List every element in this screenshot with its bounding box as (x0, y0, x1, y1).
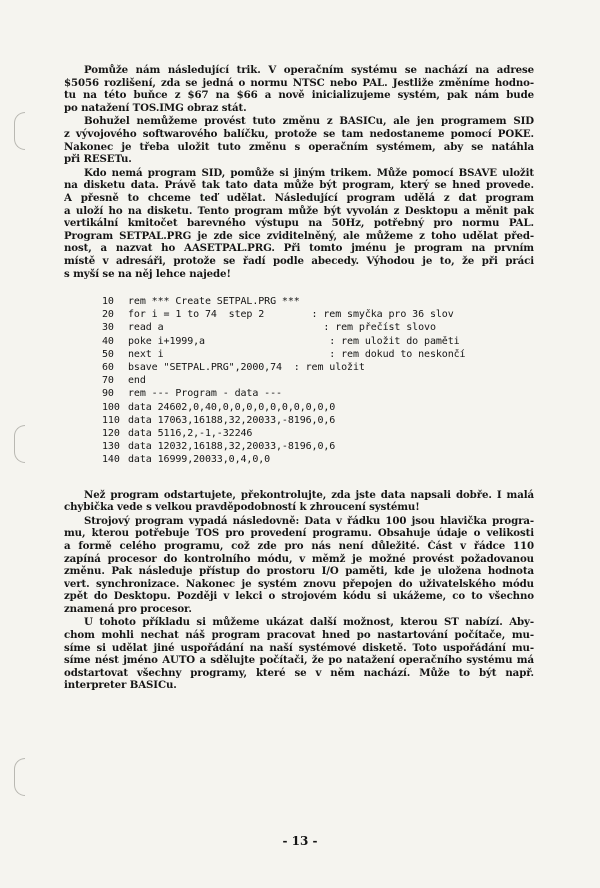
code-line-number: 10 (102, 296, 114, 308)
paragraph-line: Než program odstartujete, překontrolujte, zda jste data napsali dobře. I malá (84, 488, 534, 501)
paragraph-p2 (64, 115, 534, 165)
page-body (64, 64, 534, 693)
code-line-text: data 16999,20033,0,4,0,0 (128, 454, 271, 466)
paragraph-line: zapíná procesor do kontrolního módu, v měmž je možné provést požadovanou (64, 552, 534, 565)
paragraph-p5 (64, 515, 534, 616)
code-line (102, 453, 534, 466)
code-line (102, 427, 534, 440)
explanation-paragraphs (64, 489, 534, 693)
paragraph-line: vertikální kmitočet barevného výstupu na 50Hz, potřebný pro normu PAL. (64, 217, 534, 230)
paragraph-line: zpět do Desktopu. Později v lekci o strojovém kódu si ukážeme, co to všechno (64, 590, 534, 603)
code-line-text: data 5116,2,-1,-32246 (128, 427, 253, 439)
paragraph-line: z vývojového softwarového balíčku, protože se tam nedostaneme pomocí POKE. (64, 127, 534, 140)
paragraph-line: po natažení TOS.IMG obraz stát. (64, 101, 247, 114)
paragraph-line: síme nést jméno AUTO a sdělujte počítači, že po natažení operačního systému má (64, 654, 534, 667)
code-line-number: 130 (102, 441, 120, 453)
paragraph-line: vert. synchronizace. Nakonec je systém znovu přepojen do uživatelského módu (64, 577, 534, 590)
code-line-number: 70 (102, 375, 114, 387)
code-line (102, 308, 534, 321)
paragraph-line: Program SETPAL.PRG je zde sice zviditelněný, ale můžeme z toho udělat před- (64, 229, 534, 242)
paragraph-line: Pomůže nám následující trik. V operačním systému se nachází na adrese (84, 64, 534, 76)
paragraph-p4 (64, 489, 534, 514)
code-line (102, 361, 534, 374)
code-line (102, 414, 534, 427)
code-line (102, 348, 534, 361)
paragraph-line: s myší se na něj lehce najede! (64, 267, 231, 280)
code-line-text: read a : rem přečíst slovo (128, 322, 436, 334)
paragraph-line: při RESETu. (64, 153, 132, 166)
code-line-number: 90 (102, 388, 114, 400)
code-line (102, 374, 534, 387)
code-line-text: end (128, 375, 146, 387)
binder-hole-mark (14, 112, 25, 150)
code-line-number: 110 (102, 414, 120, 426)
paragraph-line: znamená pro procesor. (64, 602, 192, 615)
paragraph-line: Nakonec je třeba uložit tuto změnu s operačním systémem, aby se natáhla (64, 140, 534, 153)
paragraph-line: změnu. Pak následuje přístup do prostoru I/O paměti, kde je uložena hodnota (64, 565, 534, 578)
paragraph-p6 (64, 616, 534, 692)
code-line-text: rem --- Program - data --- (128, 388, 282, 400)
paragraph-line: na disketu data. Právě tak tato data může být program, který se hned provede. (64, 179, 534, 192)
paragraph-line: chom mohli nechat náš program pracovat hned po nastartování počítače, mu- (64, 629, 534, 642)
basic-code-listing (102, 295, 534, 466)
paragraph-line: interpreter BASICu. (64, 679, 177, 692)
paragraph-p1 (64, 64, 534, 114)
code-line (102, 321, 534, 334)
paragraph-line: místě v adresáři, protože se řadí podle abecedy. Výhodou je to, že při práci (64, 254, 534, 267)
code-line-text: data 24602,0,40,0,0,0,0,0,0,0,0,0,0 (128, 401, 336, 413)
page-number: - 13 - (282, 834, 318, 848)
code-line (102, 440, 534, 453)
code-line-number: 20 (102, 309, 114, 321)
paragraph-line: chybička vede s velkou pravděpodobností k zhroucení systému! (64, 501, 420, 514)
code-line (102, 401, 534, 414)
code-line-number: 120 (102, 427, 120, 439)
code-line-text: rem *** Create SETPAL.PRG *** (128, 296, 300, 308)
paragraph-line: Bohužel nemůžeme provést tuto změnu z BASICu, ale jen programem SID (84, 115, 534, 128)
code-line-text: data 12032,16188,32,20033,-8196,0,6 (128, 441, 336, 453)
paragraph-line: a uloží ho na disketu. Tento program může být vyvolán z Desktopu a měnit pak (64, 204, 534, 217)
paragraph-line: Strojový program vypadá následovně: Data v řádku 100 jsou hlavička progra- (84, 514, 534, 527)
paragraph-line: síme si udělat jiné uspořádání na naší systémové disketě. Toto uspořádání mu- (64, 641, 534, 654)
paragraph-line: a formě celého programu, což zde pro nás není důležité. Část v řádce 110 (64, 539, 534, 552)
code-line-text: poke i+1999,a : rem uložit do paměti (128, 335, 460, 347)
code-line-number: 60 (102, 362, 114, 374)
code-line-text: next i : rem dokud to neskončí (128, 348, 466, 360)
code-line-number: 100 (102, 401, 120, 413)
code-line-text: data 17063,16188,32,20033,-8196,0,6 (128, 414, 336, 426)
paragraph-line: $5056 rozlišení, zda se jedná o normu NTSC nebo PAL. Jestliže změníme hodno- (64, 76, 534, 89)
code-line-number: 40 (102, 335, 114, 347)
code-line-number: 140 (102, 454, 120, 466)
paragraph-line: odstartovat všechny programy, které se v něm nachází. Může to být např. (64, 666, 534, 679)
code-line (102, 335, 534, 348)
binder-hole-mark (14, 425, 25, 463)
paragraph-line: A přesně to chceme teď udělat. Následující program udělá z dat program (64, 191, 534, 204)
intro-paragraphs (64, 64, 534, 280)
code-line-number: 50 (102, 348, 114, 360)
paragraph-line: mu, kterou potřebuje TOS pro provedení programu. Obsahuje údaje o velikosti (64, 527, 534, 540)
paragraph-line: nost, a nazvat ho AASETPAL.PRG. Při tomto jménu je program na prvním (64, 242, 534, 255)
code-line-text: bsave "SETPAL.PRG",2000,74 : rem uložit (128, 362, 365, 374)
code-line (102, 295, 534, 308)
binder-hole-mark (14, 758, 25, 796)
paragraph-line: tu na této buňce z $67 na $66 a nově inicializujeme systém, pak nám bude (64, 89, 534, 102)
paragraph-line: Kdo nemá program SID, pomůže si jiným trikem. Může pomocí BSAVE uložit (84, 166, 534, 179)
paragraph-p3 (64, 167, 534, 280)
code-line-number: 30 (102, 322, 114, 334)
paragraph-line: U tohoto příkladu si můžeme ukázat další možnost, kterou ST nabízí. Aby- (84, 616, 534, 629)
code-line-text: for i = 1 to 74 step 2 : rem smyčka pro 36 slov (128, 309, 454, 321)
code-line (102, 387, 534, 400)
